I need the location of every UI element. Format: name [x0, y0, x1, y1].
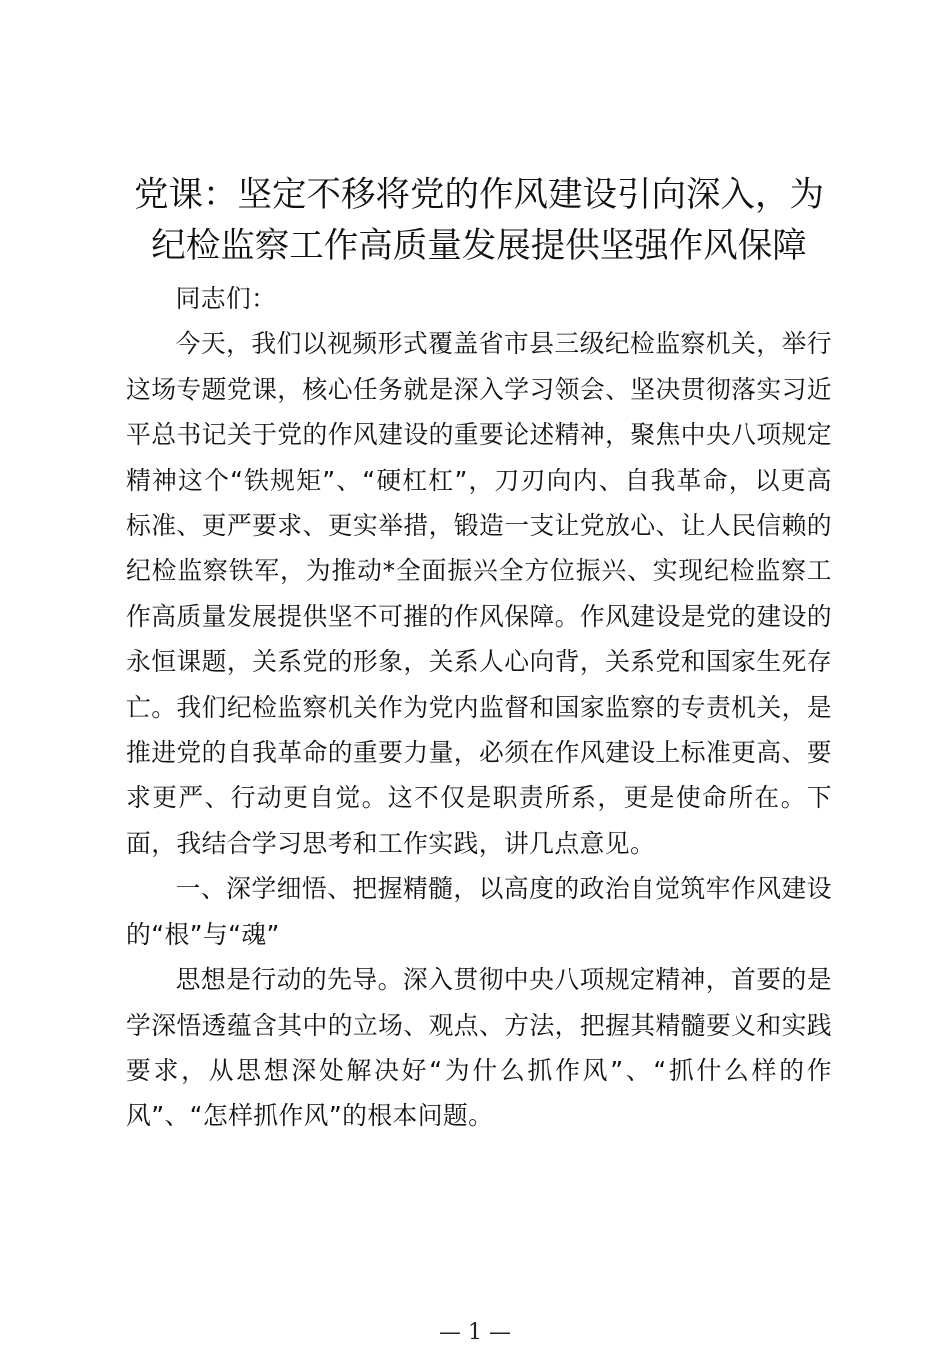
intro-paragraph: 今天，我们以视频形式覆盖省市县三级纪检监察机关，举行这场专题党课，核心任务就是深入学习领会、坚决贯彻落实习近平总书记关于党的作风建设的重要论述精神，聚焦中央八项规定精神这个“铁规矩”、“硬杠杠”，刀刃向内、自我革命，以更高标准、更严要求、更实举措，锻造一支让党放心、让人民信赖的纪检监察铁军，为推动*全面振兴全方位振兴、实现纪检监察工作高质量发展提供坚不可摧的作风保障。作风建设是党的建设的永恒课题，关系党的形象，关系人心向背，关系党和国家生死存亡。我们纪检监察机关作为党内监督和国家监察的专责机关，是推进党的自我革命的重要力量，必须在作风建设上标准更高、要求更严、行动更自觉。这不仅是职责所系，更是使命所在。下面，我结合学习思考和工作实践，讲几点意见。 — [126, 329, 832, 858]
document-title: 党课：坚定不移将党的作风建设引向深入，为纪检监察工作高质量发展提供坚强作风保障 — [134, 175, 824, 266]
page-number: — 1 — — [439, 1320, 511, 1345]
section-paragraph: 思想是行动的先导。深入贯彻中央八项规定精神，首要的是学深悟透蕴含其中的立场、观点、方法，把握其精髓要义和实践要求，从思想深处解决好“为什么抓作风”、“抓什么样的作风”、“怎样抓作风”的根本问题。 — [126, 965, 832, 1131]
section-heading: 一、深学细悟、把握精髓，以高度的政治自觉筑牢作风建设的“根”与“魂” — [126, 874, 832, 949]
document-body — [126, 170, 832, 1139]
greeting: 同志们： — [175, 284, 277, 313]
